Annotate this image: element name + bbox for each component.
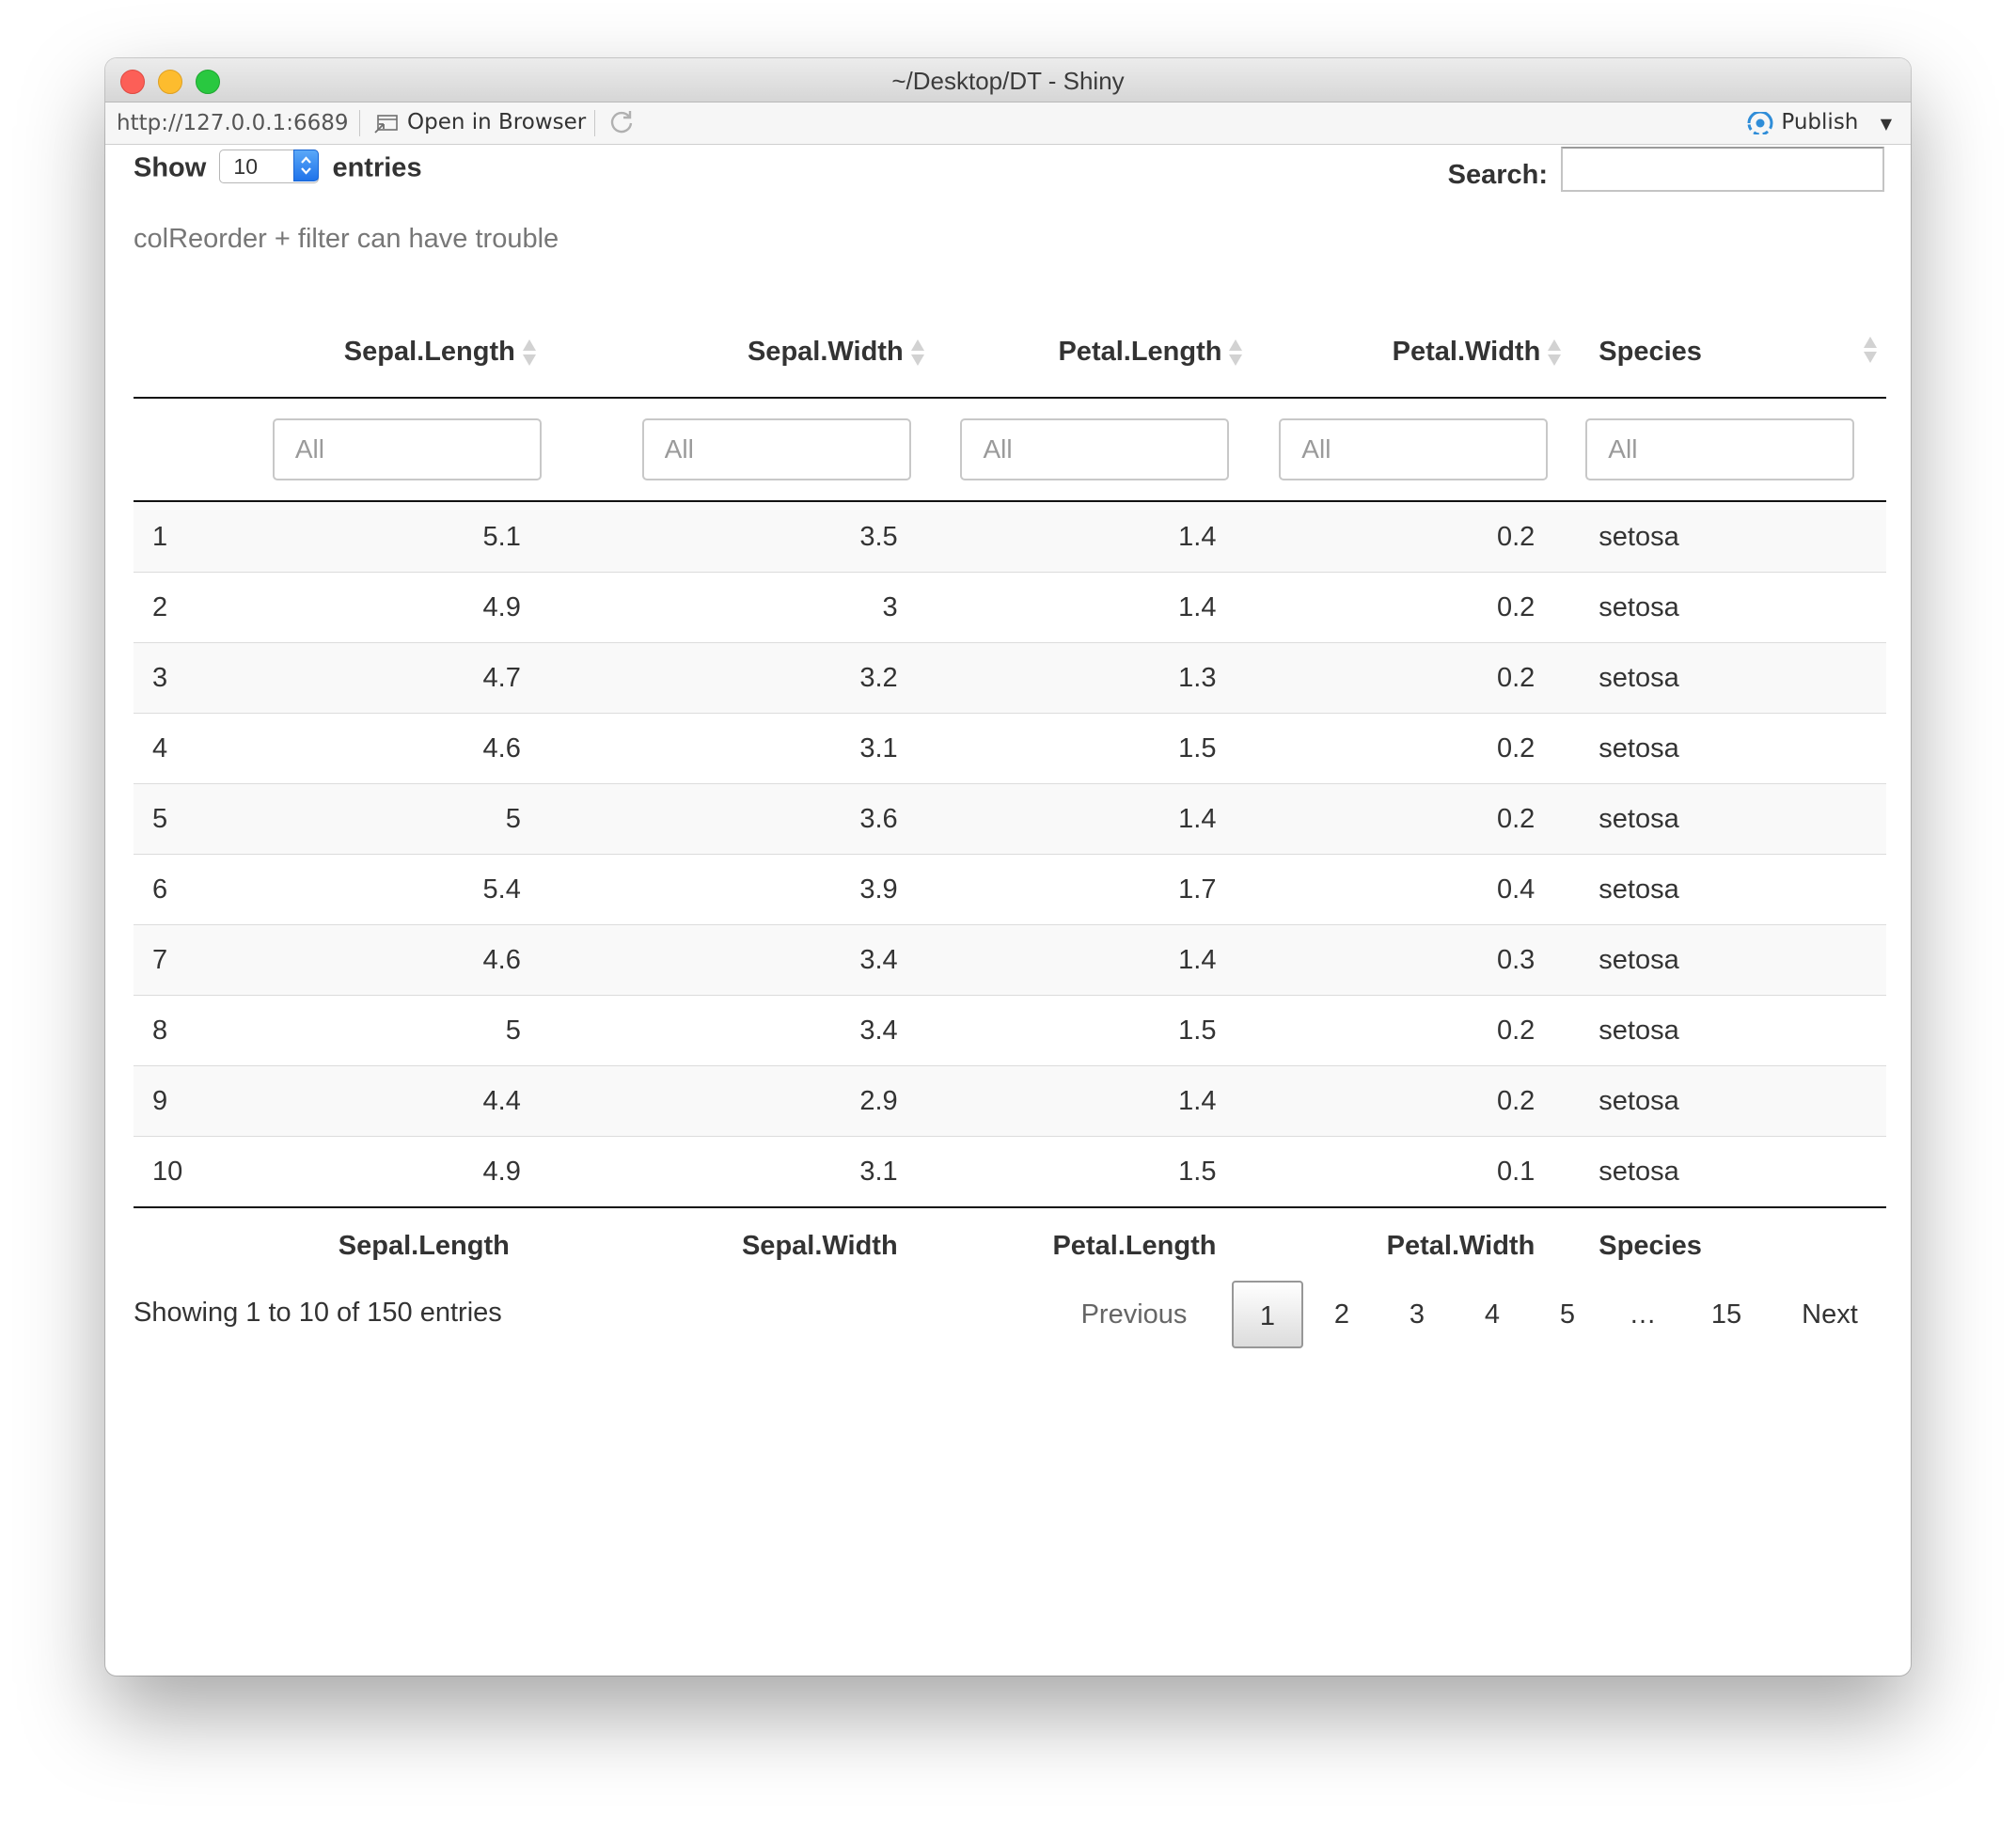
row-number-footer [134,1207,273,1283]
data-table [134,307,1886,1283]
toolbar-divider [594,110,595,136]
app-window [105,58,1911,1676]
window-title: ~/Desktop/DT - Shiny [891,67,1125,95]
table-cell: setosa [1561,1066,1886,1137]
table-cell: 1.4 [924,1066,1243,1137]
table-body [134,501,1886,1207]
search-label: Search: [1447,160,1548,190]
filter-cell [1561,398,1886,501]
table-cell: 4.9 [273,573,606,643]
table-row[interactable] [134,1066,1886,1137]
publish-button[interactable] [1745,110,1892,134]
table-cell: 4.6 [273,925,606,996]
filter-input-species[interactable] [1585,418,1854,480]
page-length-select[interactable] [219,150,319,183]
table-cell: setosa [1561,643,1886,714]
table-row[interactable] [134,573,1886,643]
row-number-header [134,307,273,398]
table-cell: 3.4 [606,925,924,996]
table-cell: 3 [606,573,924,643]
table-caption: colReorder + filter can have trouble [134,224,559,254]
refresh-button[interactable] [607,108,636,142]
table-cell: 0.4 [1242,855,1561,925]
filter-input-petal-width[interactable] [1279,418,1548,480]
row-number-cell: 6 [134,855,273,925]
sort-icon [1864,337,1877,363]
page-button[interactable]: 2 [1333,1299,1350,1330]
table-cell: 4.7 [273,643,606,714]
select-stepper-icon [293,150,319,181]
row-number-cell: 3 [134,643,273,714]
table-cell: 3.2 [606,643,924,714]
column-header-species[interactable]: Species [1561,307,1886,398]
open-in-browser-button[interactable] [373,110,586,134]
table-cell: 1.7 [924,855,1243,925]
table-cell: 3.9 [606,855,924,925]
table-cell: 3.4 [606,996,924,1066]
table-cell: 0.3 [1242,925,1561,996]
table-cell: 1.5 [924,996,1243,1066]
column-footer-petal-width: Petal.Width [1386,1230,1536,1261]
show-label: Show [134,152,207,183]
entries-label: entries [332,152,422,183]
table-cell: 1.4 [924,573,1243,643]
table-cell: 0.2 [1242,784,1561,855]
table-cell: setosa [1561,784,1886,855]
table-info: Showing 1 to 10 of 150 entries [134,1298,502,1328]
publish-icon [1745,112,1775,134]
last-page-button[interactable]: 15 [1710,1299,1742,1330]
table-cell: 1.4 [924,784,1243,855]
sort-icon [523,339,536,366]
column-footer-sepal-length: Sepal.Length [338,1230,510,1261]
table-cell: setosa [1561,996,1886,1066]
table-cell: 0.2 [1242,714,1561,784]
table-cell: 1.5 [924,714,1243,784]
sort-icon [911,339,924,366]
page-button[interactable]: 4 [1484,1299,1501,1330]
table-cell: 3.1 [606,1137,924,1208]
table-cell: 0.1 [1242,1137,1561,1208]
column-header-sepal-length[interactable]: Sepal.Length [273,307,606,398]
table-cell: setosa [1561,855,1886,925]
viewer-toolbar [105,102,1911,145]
table-cell: 1.4 [924,501,1243,573]
filter-cell [924,398,1243,501]
column-footer-petal-length: Petal.Length [1052,1230,1217,1261]
table-cell: 3.6 [606,784,924,855]
refresh-icon [607,108,636,136]
filter-cell [1242,398,1561,501]
table-cell: 5 [273,996,606,1066]
filter-input-sepal-length[interactable] [273,418,542,480]
filter-input-petal-length[interactable] [960,418,1229,480]
pagination [1040,1281,1886,1348]
row-number-cell: 10 [134,1137,273,1208]
publish-label: Publish [1781,110,1859,134]
table-cell: setosa [1561,573,1886,643]
title-bar [105,58,1911,102]
page-length-control [134,152,422,186]
table-cell: 0.2 [1242,996,1561,1066]
table-cell: setosa [1561,501,1886,573]
table-cell: 0.2 [1242,1066,1561,1137]
search-input[interactable] [1561,147,1884,192]
table-cell: 2.9 [606,1066,924,1137]
sort-icon [1548,339,1561,366]
table-row[interactable] [134,925,1886,996]
table-row[interactable] [134,996,1886,1066]
column-header-petal-length[interactable]: Petal.Length [924,307,1243,398]
table-cell: 5.1 [273,501,606,573]
publish-menu-icon[interactable]: ▼ [1880,115,1892,133]
filter-cell [606,398,924,501]
table-cell: 1.3 [924,643,1243,714]
row-number-filter-cell [134,398,273,501]
column-footer-sepal-width: Sepal.Width [741,1230,898,1261]
row-number-cell: 4 [134,714,273,784]
table-cell: setosa [1561,1137,1886,1208]
table-cell: setosa [1561,714,1886,784]
open-browser-icon [373,112,400,134]
table-cell: 5 [273,784,606,855]
table-row[interactable] [134,784,1886,855]
column-header-sepal-width[interactable]: Sepal.Width [606,307,924,398]
table-row[interactable] [134,643,1886,714]
table-cell: 1.4 [924,925,1243,996]
table-cell: 3.5 [606,501,924,573]
toolbar-divider [359,110,360,136]
table-cell: setosa [1561,925,1886,996]
page-button[interactable]: 3 [1409,1299,1425,1330]
table-cell: 0.2 [1242,501,1561,573]
column-header-petal-width[interactable]: Petal.Width [1242,307,1561,398]
table-cell: 4.4 [273,1066,606,1137]
table-cell: 0.2 [1242,643,1561,714]
table-cell: 1.5 [924,1137,1243,1208]
sort-icon [1229,339,1242,366]
table-row[interactable] [134,1137,1886,1208]
row-number-cell: 9 [134,1066,273,1137]
row-number-cell: 7 [134,925,273,996]
page-button-current[interactable]: 1 [1232,1281,1303,1348]
table-row[interactable] [134,855,1886,925]
row-number-cell: 2 [134,573,273,643]
filter-cell [273,398,606,501]
table-row[interactable] [134,714,1886,784]
url-text: http://127.0.0.1:6689 [117,111,349,135]
table-cell: 5.4 [273,855,606,925]
table-cell: 0.2 [1242,573,1561,643]
row-number-cell: 8 [134,996,273,1066]
table-cell: 4.6 [273,714,606,784]
row-number-cell: 5 [134,784,273,855]
page-length-value: 10 [233,154,258,179]
table-cell: 3.1 [606,714,924,784]
open-in-browser-label: Open in Browser [407,110,587,134]
filter-input-sepal-width[interactable] [642,418,911,480]
previous-page-button[interactable]: Previous [1080,1299,1188,1330]
column-footer-species: Species [1599,1230,1702,1261]
row-number-cell: 1 [134,501,273,573]
page-button[interactable]: 5 [1559,1299,1576,1330]
table-row[interactable] [134,501,1886,573]
pagination-ellipsis: … [1629,1299,1657,1330]
next-page-button[interactable]: Next [1802,1299,1858,1330]
table-cell: 4.9 [273,1137,606,1208]
